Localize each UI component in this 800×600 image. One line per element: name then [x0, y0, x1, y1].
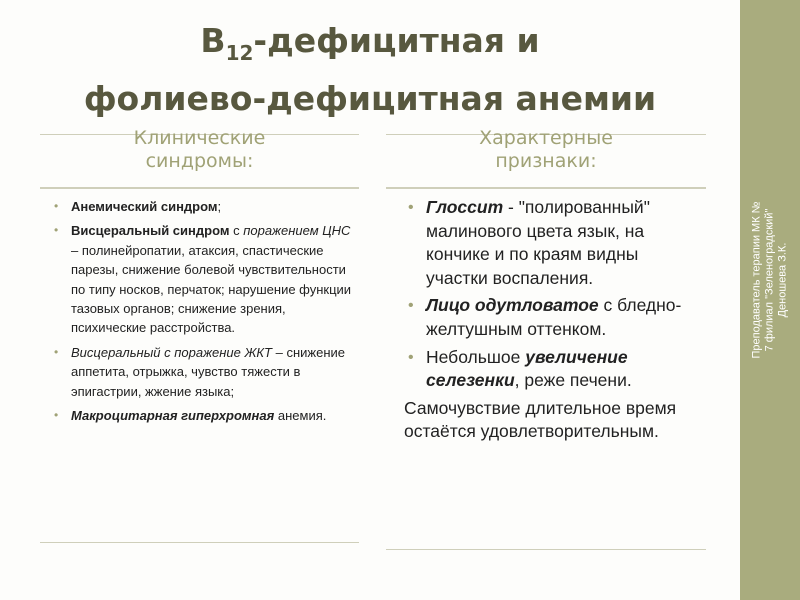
slide-title	[40, 18, 700, 121]
item-text: с бледно-желтушным оттенком.	[426, 295, 682, 339]
item-bold-italic: увеличение селезенки	[426, 346, 628, 391]
list-item	[54, 406, 354, 425]
title-line-1	[40, 18, 700, 76]
list-item	[408, 294, 700, 341]
bullet-icon: •	[54, 223, 59, 238]
list-item-footer	[404, 397, 700, 444]
bullet-icon: •	[54, 408, 59, 423]
list-item	[408, 346, 700, 393]
item-text: с	[229, 223, 244, 239]
right-column-header	[386, 127, 706, 188]
side-band	[740, 0, 800, 600]
title-line-1-rest: -дефицитная и	[253, 21, 540, 60]
left-column-header	[40, 127, 359, 188]
item-text: – снижение аппетита, отрыжка, чувство тяжести в эпигастрии, жжение языка;	[71, 344, 345, 399]
left-header-line-1: Клинические	[133, 127, 266, 149]
item-text: анемия.	[274, 408, 327, 424]
right-header-line-1: Характерные	[479, 127, 613, 149]
bullet-icon: •	[54, 199, 59, 213]
footer-text: Самочувствие длительное время остаётся удовлетворительным.	[404, 397, 677, 442]
right-column-body	[386, 188, 706, 550]
item-bold-italic: Глоссит	[426, 197, 504, 217]
author-line-2: 7 филиал "Зеленоградский"	[763, 208, 776, 352]
item-text: ;	[217, 199, 222, 214]
bullet-icon: •	[408, 348, 414, 366]
list-item	[54, 343, 354, 401]
right-header-line-2: признаки:	[495, 150, 597, 172]
clinical-syndromes-list	[54, 197, 354, 430]
item-italic: поражением ЦНС	[243, 223, 351, 239]
title-b: B	[200, 21, 226, 60]
author-credit	[751, 80, 790, 480]
title-subscript: 12	[225, 41, 254, 65]
bullet-icon: •	[408, 199, 414, 216]
item-text: , реже печени.	[514, 370, 632, 391]
item-bold-italic: Макроцитарная гиперхромная	[71, 408, 275, 424]
author-line-1: Преподаватель терапии МК №	[750, 201, 763, 359]
item-bold: Анемический синдром	[71, 199, 218, 214]
title-line-2: фолиево-дефицитная анемии	[83, 79, 657, 118]
item-bold-italic: Лицо одутловатое	[426, 295, 599, 316]
item-text: Небольшое	[426, 346, 526, 367]
left-column-body	[40, 188, 359, 543]
left-header-line-2: синдромы:	[145, 150, 254, 172]
item-italic: Висцеральный с поражение ЖКТ	[71, 344, 272, 360]
bullet-icon: •	[54, 344, 59, 359]
item-bold: Висцеральный синдром	[71, 223, 230, 239]
list-item	[54, 221, 354, 337]
characteristic-signs-list	[404, 196, 700, 448]
item-text: - "полированный" малинового цвета язык, на кончике и по краям видны участки воспаления.	[426, 197, 650, 288]
list-item	[408, 196, 700, 290]
item-text: – полинейропатии, атаксия, спастические парезы, снижение болевой чувствительности по типу носков, перчаток; нарушение функции тазовых органов; снижение зрения, психические расстройства.	[71, 242, 352, 336]
bullet-icon: •	[408, 297, 414, 315]
list-item	[54, 197, 354, 216]
author-line-3: Деношева З.К.	[776, 242, 789, 318]
